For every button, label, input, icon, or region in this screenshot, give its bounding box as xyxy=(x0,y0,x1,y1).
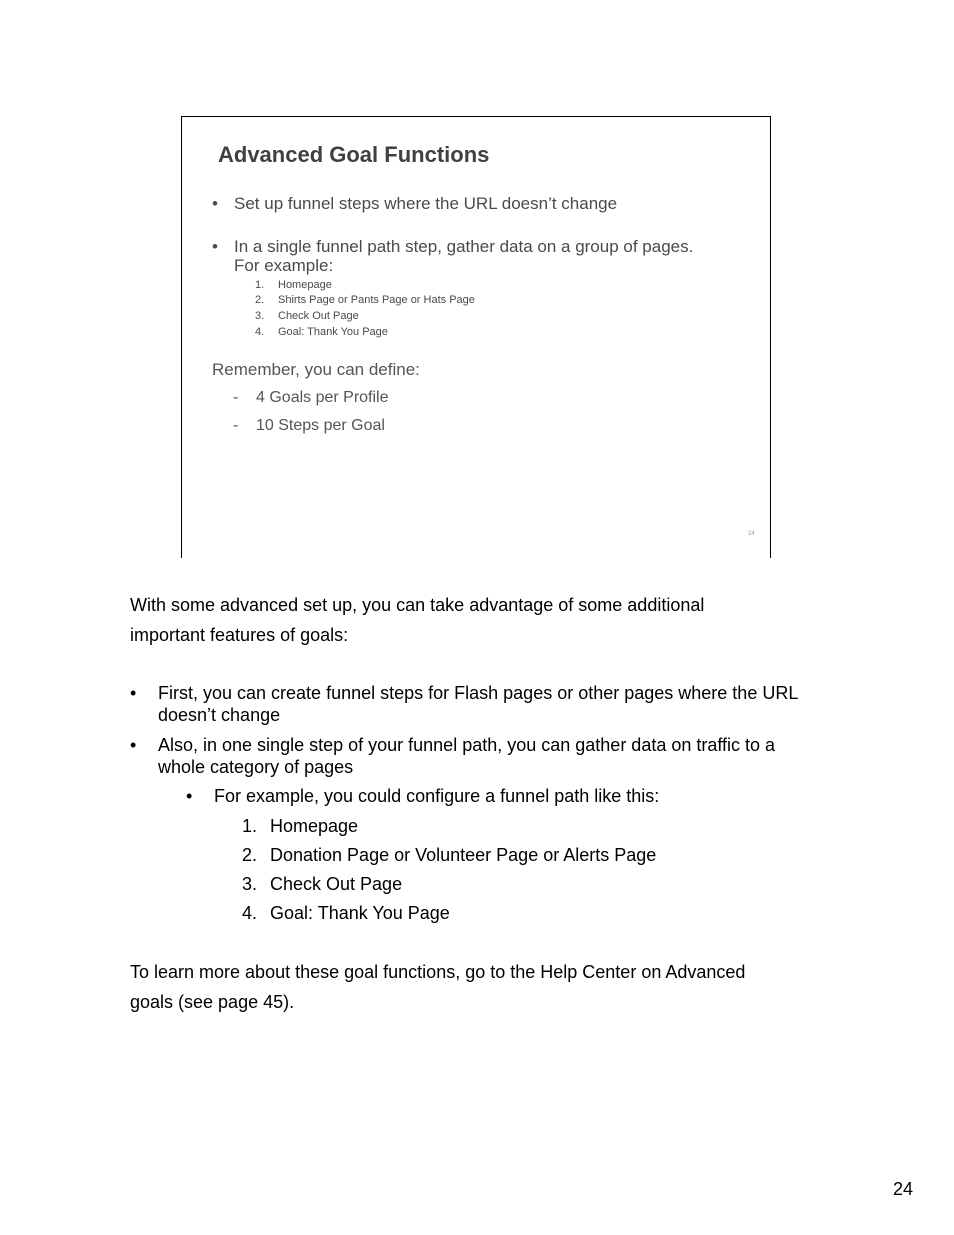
bullet-icon: • xyxy=(212,194,218,213)
closing-paragraph: To learn more about these goal functions, go to the Help Center on Advanced goals (see page 45). xyxy=(130,962,746,1012)
slide-limit-item: - 4 Goals per Profile xyxy=(233,389,389,406)
slide-number: 24 xyxy=(748,531,755,537)
funnel-step: 2. Donation Page or Volunteer Page or Alerts Page xyxy=(242,845,657,865)
bullet-icon: • xyxy=(130,683,137,703)
bullet-icon: • xyxy=(186,786,193,806)
bullet-icon: • xyxy=(212,237,218,256)
slide-remember-heading: Remember, you can define: xyxy=(212,360,420,379)
slide-frame: Advanced Goal Functions • Set up funnel steps where the URL doesn’t change • In a single funnel path step, gather data on a group of pages. For example: 1. Homepage 2. Shirts Page or Pants Page or Hats Page 3. Check Out Page 4. Goal: Thank You Page Remember, you can define: - 4 Goals per Profile - 10 Steps per Goal 24 xyxy=(181,116,771,558)
bullet-icon: • xyxy=(130,735,137,755)
slide-limit-item: - 10 Steps per Goal xyxy=(233,417,385,434)
slide-example-step: 4. Goal: Thank You Page xyxy=(255,326,388,338)
funnel-step: 1. Homepage xyxy=(242,816,359,836)
funnel-step: 3. Check Out Page xyxy=(242,874,403,894)
funnel-step: 4. Goal: Thank You Page xyxy=(242,903,450,923)
slide-example-step: 3. Check Out Page xyxy=(255,310,359,322)
slide-title: Advanced Goal Functions xyxy=(218,142,490,167)
page-number: 24 xyxy=(893,1179,914,1199)
slide-example-step: 2. Shirts Page or Pants Page or Hats Page xyxy=(255,294,475,306)
intro-paragraph: With some advanced set up, you can take advantage of some additional important features of goals: xyxy=(130,595,705,645)
slide-example-step: 1. Homepage xyxy=(255,279,332,291)
